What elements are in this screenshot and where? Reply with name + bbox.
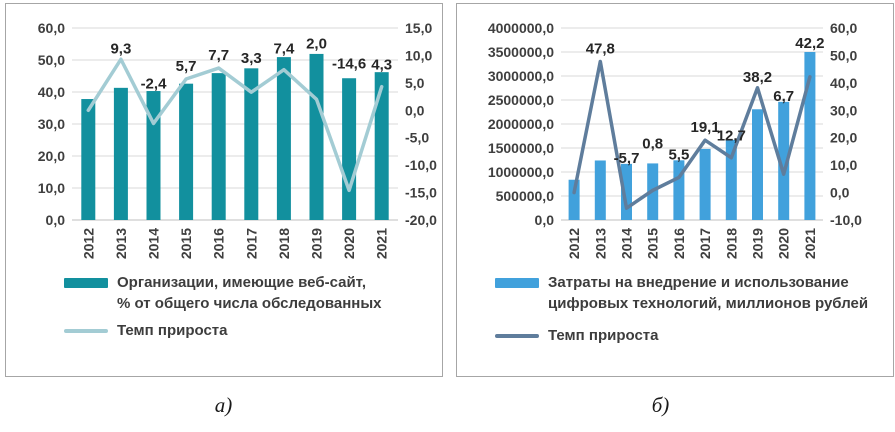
left-axis-tick-label: 3500000,0 bbox=[487, 44, 554, 60]
bar-series-swatch bbox=[64, 278, 108, 288]
data-label: 47,8 bbox=[585, 40, 615, 58]
bar-2019 bbox=[752, 109, 763, 220]
caption-b: б) bbox=[651, 393, 670, 417]
line-series-label: Темп прироста bbox=[548, 327, 659, 344]
x-axis-year-label: 2021 bbox=[801, 228, 818, 260]
data-label: 19,1 bbox=[690, 119, 720, 137]
data-label: 6,7 bbox=[773, 88, 795, 106]
right-axis-tick-label: 60,0 bbox=[830, 20, 858, 36]
bar-2013 bbox=[595, 160, 606, 220]
x-axis-year-label: 2015 bbox=[178, 228, 195, 260]
data-label: -14,6 bbox=[331, 55, 367, 73]
legend-item-line-series bbox=[64, 320, 442, 341]
bar-2015 bbox=[179, 84, 193, 220]
line-series-swatch bbox=[495, 334, 539, 338]
line-series-swatch bbox=[64, 329, 108, 333]
captions-row bbox=[0, 393, 895, 418]
x-axis-year-label: 2014 bbox=[618, 228, 635, 260]
left-axis-tick-label: 1000000,0 bbox=[487, 164, 554, 180]
bar-2013 bbox=[114, 88, 128, 220]
growth-rate-line bbox=[88, 59, 381, 190]
left-axis-tick-label: 40,0 bbox=[37, 84, 65, 100]
right-axis-tick-label: 30,0 bbox=[830, 102, 858, 119]
bar-2020 bbox=[342, 78, 356, 220]
x-axis-year-label: 2019 bbox=[749, 228, 766, 260]
legend-item-bar-series bbox=[64, 272, 442, 314]
right-axis-tick-label: 0,0 bbox=[405, 102, 425, 119]
right-axis-tick-label: 15,0 bbox=[405, 20, 433, 36]
x-axis-year-label: 2016 bbox=[210, 228, 227, 260]
x-axis-year-label: 2015 bbox=[644, 228, 661, 260]
right-axis-tick-label: 5,0 bbox=[405, 74, 425, 91]
bar-series-swatch bbox=[495, 278, 539, 288]
x-axis-year-label: 2018 bbox=[723, 228, 740, 260]
bar-2012 bbox=[81, 99, 95, 220]
bar-series-label bbox=[548, 272, 868, 314]
chart-panel-a bbox=[5, 3, 443, 377]
data-label: 38,2 bbox=[742, 68, 773, 86]
data-label: 3,3 bbox=[240, 50, 262, 68]
x-axis-year-label: 2018 bbox=[275, 228, 292, 260]
bar-series-label-line2: % от общего числа обследованных bbox=[117, 295, 382, 312]
left-axis-tick-label: 60,0 bbox=[37, 20, 65, 36]
x-axis-year-label: 2014 bbox=[145, 228, 162, 260]
bar-series-label-line2: цифровых технологий, миллионов рублей bbox=[548, 295, 869, 312]
bar-2016 bbox=[212, 73, 226, 220]
x-axis-year-label: 2013 bbox=[592, 228, 609, 260]
x-axis-year-label: 2012 bbox=[566, 228, 583, 260]
x-axis-year-label: 2021 bbox=[373, 228, 390, 260]
data-label: 9,3 bbox=[110, 40, 132, 58]
right-axis-tick-label: 50,0 bbox=[830, 47, 858, 64]
x-axis-year-label: 2019 bbox=[308, 228, 325, 260]
right-axis-tick-label: -5,0 bbox=[405, 129, 430, 146]
left-axis-tick-label: 4000000,0 bbox=[487, 20, 554, 36]
left-axis-tick-label: 10,0 bbox=[37, 180, 65, 196]
x-axis-year-label: 2017 bbox=[243, 227, 260, 260]
caption-a: а) bbox=[214, 393, 233, 417]
data-label: 42,2 bbox=[795, 34, 825, 52]
right-axis-tick-label: -10,0 bbox=[830, 212, 862, 228]
chart-a-legend bbox=[64, 272, 442, 341]
chart-b-plot bbox=[457, 6, 893, 268]
bar-2017 bbox=[700, 149, 711, 220]
data-label: 7,7 bbox=[208, 47, 230, 65]
left-axis-tick-label: 50,0 bbox=[37, 52, 65, 68]
data-label: 12,7 bbox=[716, 127, 746, 145]
data-label: 5,7 bbox=[175, 58, 197, 76]
left-axis-tick-label: 2500000,0 bbox=[487, 92, 554, 108]
left-axis-tick-label: 0,0 bbox=[45, 212, 65, 228]
bar-series-label bbox=[117, 272, 382, 314]
left-axis-tick-label: 3000000,0 bbox=[487, 68, 554, 84]
x-axis-year-label: 2020 bbox=[775, 228, 792, 260]
line-series-label: Темп прироста bbox=[117, 322, 228, 339]
bar-2019 bbox=[310, 54, 324, 220]
bar-2018 bbox=[277, 57, 291, 220]
chart-a-plot bbox=[6, 6, 442, 268]
right-axis-tick-label: -15,0 bbox=[405, 184, 437, 201]
left-axis-tick-label: 20,0 bbox=[37, 148, 65, 164]
left-axis-tick-label: 2000000,0 bbox=[487, 116, 554, 132]
left-axis-tick-label: 1500000,0 bbox=[487, 140, 554, 156]
data-label: 4,3 bbox=[371, 56, 393, 74]
x-axis-year-label: 2020 bbox=[341, 228, 358, 260]
right-axis-tick-label: -10,0 bbox=[405, 157, 437, 174]
bar-series-label-line1: Организации, имеющие веб-сайт, bbox=[117, 274, 367, 291]
x-axis-year-label: 2013 bbox=[112, 228, 129, 260]
data-label: 7,4 bbox=[273, 40, 295, 58]
right-axis-tick-label: 40,0 bbox=[830, 74, 858, 91]
data-label: 2,0 bbox=[306, 35, 327, 53]
right-axis-tick-label: 10,0 bbox=[405, 47, 433, 64]
legend-item-bar-series bbox=[495, 272, 893, 314]
left-axis-tick-label: 500000,0 bbox=[495, 188, 554, 204]
left-axis-tick-label: 30,0 bbox=[37, 116, 65, 132]
data-label: -2,4 bbox=[140, 75, 167, 93]
x-axis-year-label: 2012 bbox=[80, 228, 97, 260]
x-axis-year-label: 2016 bbox=[670, 228, 687, 260]
right-axis-tick-label: 0,0 bbox=[830, 184, 850, 201]
data-label: 0,8 bbox=[642, 135, 664, 153]
chart-b-legend bbox=[495, 272, 893, 346]
x-axis-year-label: 2017 bbox=[697, 228, 714, 260]
data-label: -5,7 bbox=[613, 150, 640, 168]
bar-series-label-line1: Затраты на внедрение и использование bbox=[548, 274, 849, 291]
right-axis-tick-label: 10,0 bbox=[830, 157, 858, 174]
left-axis-tick-label: 0,0 bbox=[534, 212, 554, 228]
right-axis-tick-label: -20,0 bbox=[405, 212, 437, 228]
data-label: 5,5 bbox=[668, 146, 690, 164]
legend-item-line-series bbox=[495, 325, 893, 346]
chart-panel-b bbox=[456, 3, 894, 377]
right-axis-tick-label: 20,0 bbox=[830, 129, 858, 146]
bar-2021 bbox=[375, 72, 389, 220]
